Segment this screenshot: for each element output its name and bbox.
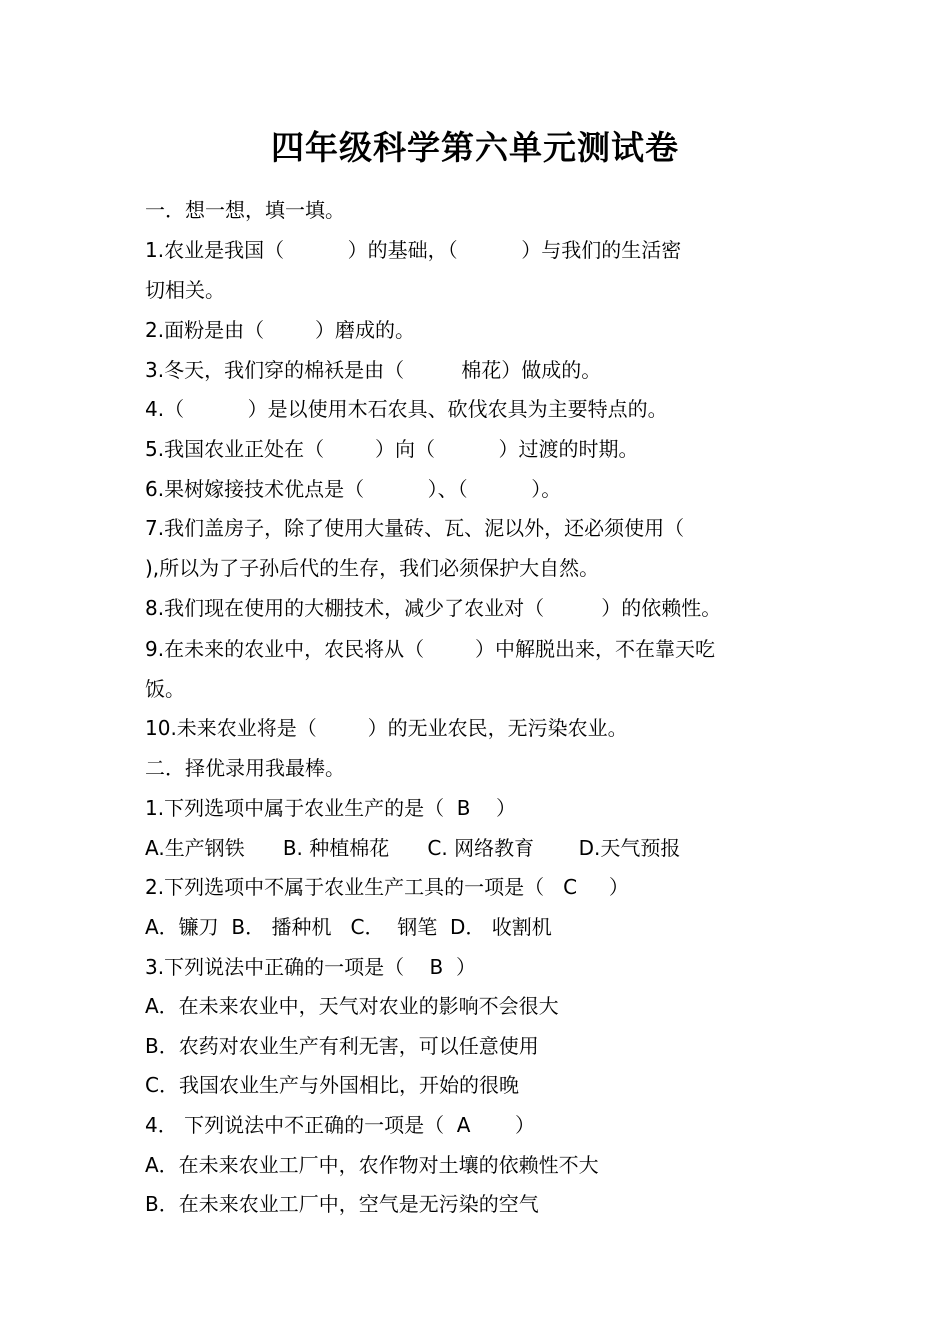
choice-question-2: 2.下列选项中不属于农业生产工具的一项是（ C ）: [145, 875, 629, 899]
question-1-continued: 切相关。: [145, 278, 225, 302]
page-title: 四年级科学第六单元测试卷: [271, 128, 679, 167]
question-7: 7.我们盖房子，除了使用大量砖、瓦、泥以外，还必须使用（: [145, 516, 685, 540]
choice-question-3-option-a: A．在未来农业中，天气对农业的影响不会很大: [145, 994, 559, 1018]
question-9-continued: 饭。: [145, 677, 185, 701]
choice-question-1: 1.下列选项中属于农业生产的是（ B ）: [145, 796, 516, 820]
question-2: 2.面粉是由（ ）磨成的。: [145, 318, 415, 342]
question-9: 9.在未来的农业中，农民将从（ ）中解脱出来，不在靠天吃: [145, 637, 715, 661]
choice-question-2-options: A．镰刀 B． 播种机 C． 钢笔 D． 收割机: [145, 915, 552, 939]
question-6: 6.果树嫁接技术优点是（ ）、（ ）。: [145, 477, 562, 501]
question-7-continued: ),所以为了子孙后代的生存，我们必须保护大自然。: [145, 556, 600, 580]
question-1: 1.农业是我国（ ）的基础，（ ）与我们的生活密: [145, 238, 682, 262]
section-heading-fill-in: 一．想一想，填一填。: [145, 198, 345, 222]
choice-question-1-options: A.生产钢铁 B. 种植棉花 C. 网络教育 D.天气预报: [145, 836, 681, 860]
choice-question-3-option-c: C．我国农业生产与外国相比，开始的很晚: [145, 1073, 519, 1097]
section-heading-choice: 二．择优录用我最棒。: [145, 756, 345, 780]
choice-question-4-option-b: B．在未来农业工厂中，空气是无污染的空气: [145, 1192, 539, 1216]
choice-question-4-option-a: A．在未来农业工厂中，农作物对土壤的依赖性不大: [145, 1153, 599, 1177]
question-3: 3.冬天，我们穿的棉袄是由（ 棉花）做成的。: [145, 358, 602, 382]
question-8: 8.我们现在使用的大棚技术，减少了农业对（ ）的依赖性。: [145, 596, 722, 620]
question-10: 10.未来农业将是（ ）的无业农民，无污染农业。: [145, 716, 628, 740]
choice-question-4: 4． 下列说法中不正确的一项是（ A ）: [145, 1113, 535, 1137]
question-4: 4.（ ）是以使用木石农具、砍伐农具为主要特点的。: [145, 397, 668, 421]
question-5: 5.我国农业正处在（ ）向（ ）过渡的时期。: [145, 437, 639, 461]
choice-question-3: 3.下列说法中正确的一项是（ B ）: [145, 955, 476, 979]
choice-question-3-option-b: B．农药对农业生产有利无害，可以任意使用: [145, 1034, 539, 1058]
